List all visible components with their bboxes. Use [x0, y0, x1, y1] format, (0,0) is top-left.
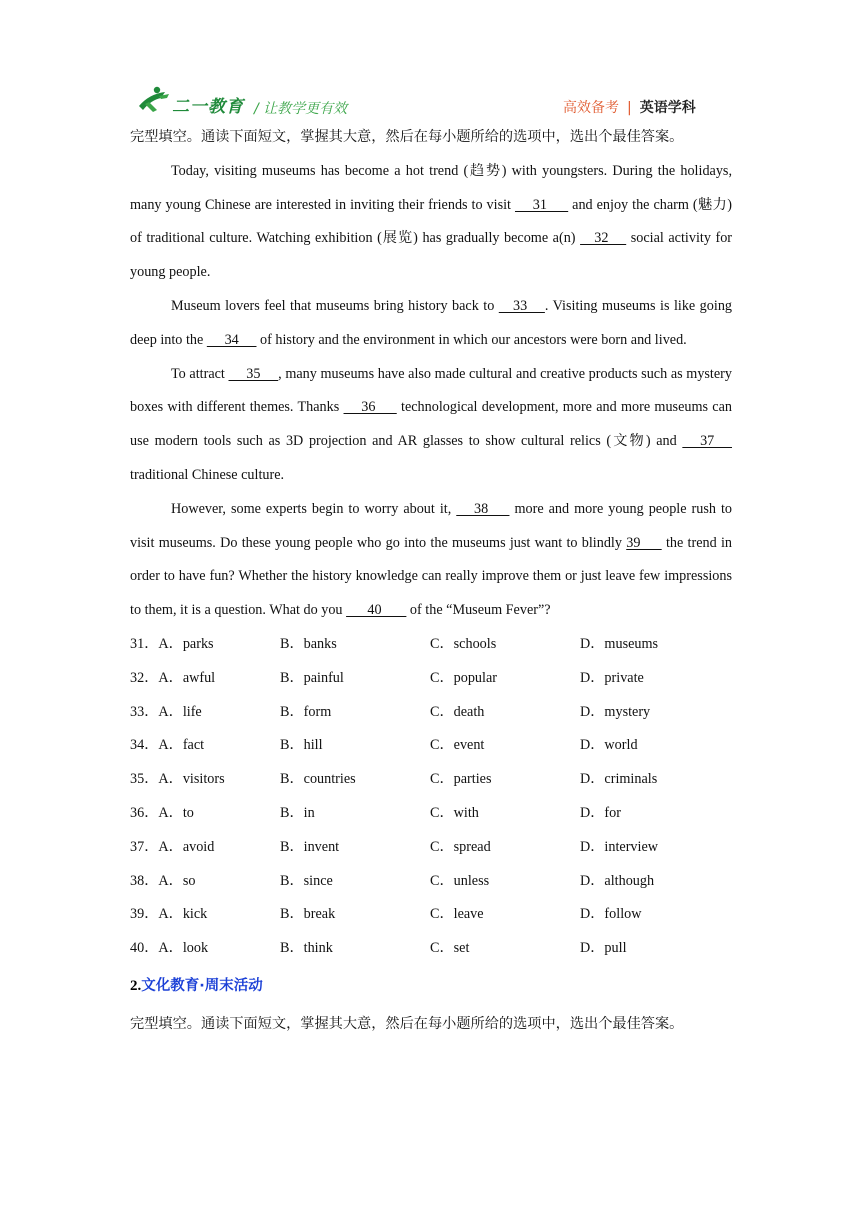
passage-text: social activity for young people. [130, 230, 733, 281]
instruction-text: 完型填空。通读下面短文，掌握其大意，然后在每小题所给的选项中，选出个最佳答案。 [130, 129, 684, 145]
option-b: B．painful [280, 669, 344, 686]
option-d: D．pull [580, 940, 627, 957]
blank-36: 36 [343, 399, 397, 416]
header-tag-subject: 英语学科 [639, 100, 696, 116]
passage-text: more and more young people rush to visit museums. Do these young people who go into the museums just want to blindly [130, 500, 732, 551]
option-d: D．although [580, 872, 655, 889]
option-d: D．criminals [580, 771, 658, 788]
passage-text: Today, visiting museums has become a hot trend (趋势) with youngsters. During the holidays, many young Chinese are interested in inviting their friends to visit [130, 162, 732, 213]
option-d: D．private [580, 669, 644, 686]
option-c: C．event [430, 737, 485, 754]
option-d: D．museums [580, 635, 659, 652]
option-c: C．spread [430, 838, 491, 855]
header-slogan: / 让教学更有效 [254, 101, 348, 117]
blank-34: 34 [206, 331, 257, 348]
passage-paragraph-3 [130, 358, 732, 493]
option-a-label: A．awful [158, 669, 216, 686]
question-number: 37． [130, 838, 159, 855]
option-a [130, 696, 202, 730]
option-a-label: A．to [158, 804, 194, 821]
question-row [130, 729, 732, 763]
option-b: B．countries [280, 771, 356, 788]
passage-text: To attract [171, 365, 229, 382]
option-a-label: A．parks [158, 635, 214, 652]
option-a [130, 729, 204, 763]
option-b: B．hill [280, 737, 323, 754]
option-a-label: A．visitors [158, 771, 225, 788]
question-number: 33． [130, 703, 159, 720]
option-b: B．invent [280, 838, 340, 855]
option-c: C．leave [430, 906, 484, 923]
question-row [130, 696, 732, 730]
blank-35: 35 [228, 365, 279, 382]
option-a [130, 932, 208, 966]
option-c: C．death [430, 703, 485, 720]
option-c: C．schools [430, 635, 497, 652]
blank-37: 37 [682, 433, 732, 450]
question-number: 32． [130, 669, 159, 686]
header-separator: | [627, 100, 632, 116]
question-row [130, 932, 732, 966]
section-title-link[interactable]: 文化教育·周末活动 [141, 977, 263, 994]
passage-text: the trend in order to have fun? Whether the history knowledge can really improve them or just leave few impressions to them, it is a question. What do you [130, 534, 732, 619]
question-number: 35． [130, 771, 159, 788]
passage-text: Museum lovers feel that museums bring history back to [171, 297, 499, 314]
option-c: C．popular [430, 669, 497, 686]
option-d: D．for [580, 804, 621, 821]
option-b: B．in [280, 804, 315, 821]
option-a [130, 898, 207, 932]
question-row [130, 831, 732, 865]
option-d: D．mystery [580, 703, 651, 720]
question-row [130, 628, 732, 662]
logo-wordmark: 二一教育 [172, 97, 244, 117]
option-a [130, 797, 194, 831]
option-a-label: A．so [158, 872, 196, 889]
passage-text: of the “Museum Fever”? [406, 602, 551, 619]
question-row [130, 797, 732, 831]
option-a-label: A．kick [158, 906, 208, 923]
option-a [130, 831, 214, 865]
instruction-text-2: 完型填空。通读下面短文，掌握其大意，然后在每小题所给的选项中，选出个最佳答案。 [130, 1015, 684, 1032]
passage-text: traditional Chinese culture. [130, 466, 285, 483]
header-tag-prep: 高效备考 [563, 100, 619, 116]
option-a [130, 662, 215, 696]
passage-text: However, some experts begin to worry about it, [171, 500, 457, 517]
header-tags [563, 97, 696, 117]
question-number: 39． [130, 906, 159, 923]
option-c: C．unless [430, 872, 490, 889]
option-a-label: A．life [158, 703, 202, 720]
passage-text: technological development, more and more museums can use modern tools such as 3D projection and AR glasses to show cultural relics (文物) and [130, 399, 732, 450]
question-number: 36． [130, 804, 159, 821]
section-number: 2. [130, 977, 142, 994]
option-b: B．since [280, 872, 333, 889]
option-b: B．banks [280, 635, 337, 652]
option-a [130, 763, 225, 797]
option-b: B．break [280, 906, 336, 923]
option-a [130, 865, 195, 899]
option-d: D．interview [580, 838, 659, 855]
option-c: C．parties [430, 771, 492, 788]
question-row [130, 662, 732, 696]
question-number: 38． [130, 872, 159, 889]
page-header [0, 0, 860, 120]
passage-text: of history and the environment in which our ancestors were born and lived. [256, 331, 687, 348]
option-c: C．set [430, 940, 470, 957]
passage-paragraph-1 [130, 155, 732, 290]
passage-text: . Visiting museums is like going deep into the [130, 297, 733, 348]
question-number: 34． [130, 737, 159, 754]
blank-40: 40 [346, 602, 407, 619]
option-d: D．world [580, 737, 638, 754]
question-options-list [130, 628, 732, 966]
option-b: B．form [280, 703, 332, 720]
blank-38: 38 [456, 500, 510, 517]
question-row [130, 865, 732, 899]
passage-text: , many museums have also made cultural and creative products such as mystery boxes with different themes. Thanks [130, 365, 732, 416]
option-c: C．with [430, 804, 479, 821]
document-body [130, 121, 732, 1042]
passage-paragraph-4 [130, 493, 732, 628]
passage-text: and enjoy the charm (魅力) of traditional culture. Watching exhibition (展览) has gradually become a(n) [130, 196, 732, 247]
option-a [130, 628, 214, 662]
option-a-label: A．avoid [158, 838, 215, 855]
question-row [130, 898, 732, 932]
blank-33: 33 [498, 297, 545, 314]
question-row [130, 763, 732, 797]
section-heading [130, 970, 732, 1004]
option-a-label: A．look [158, 940, 209, 957]
blank-39: 39 [626, 534, 662, 551]
passage-paragraph-2 [130, 290, 732, 358]
question-number: 31． [130, 635, 159, 652]
option-a-label: A．fact [158, 737, 205, 754]
blank-31: 31 [514, 196, 569, 213]
option-d: D．follow [580, 906, 642, 923]
question-number: 40． [130, 940, 159, 957]
blank-32: 32 [580, 230, 627, 247]
option-b: B．think [280, 940, 333, 957]
